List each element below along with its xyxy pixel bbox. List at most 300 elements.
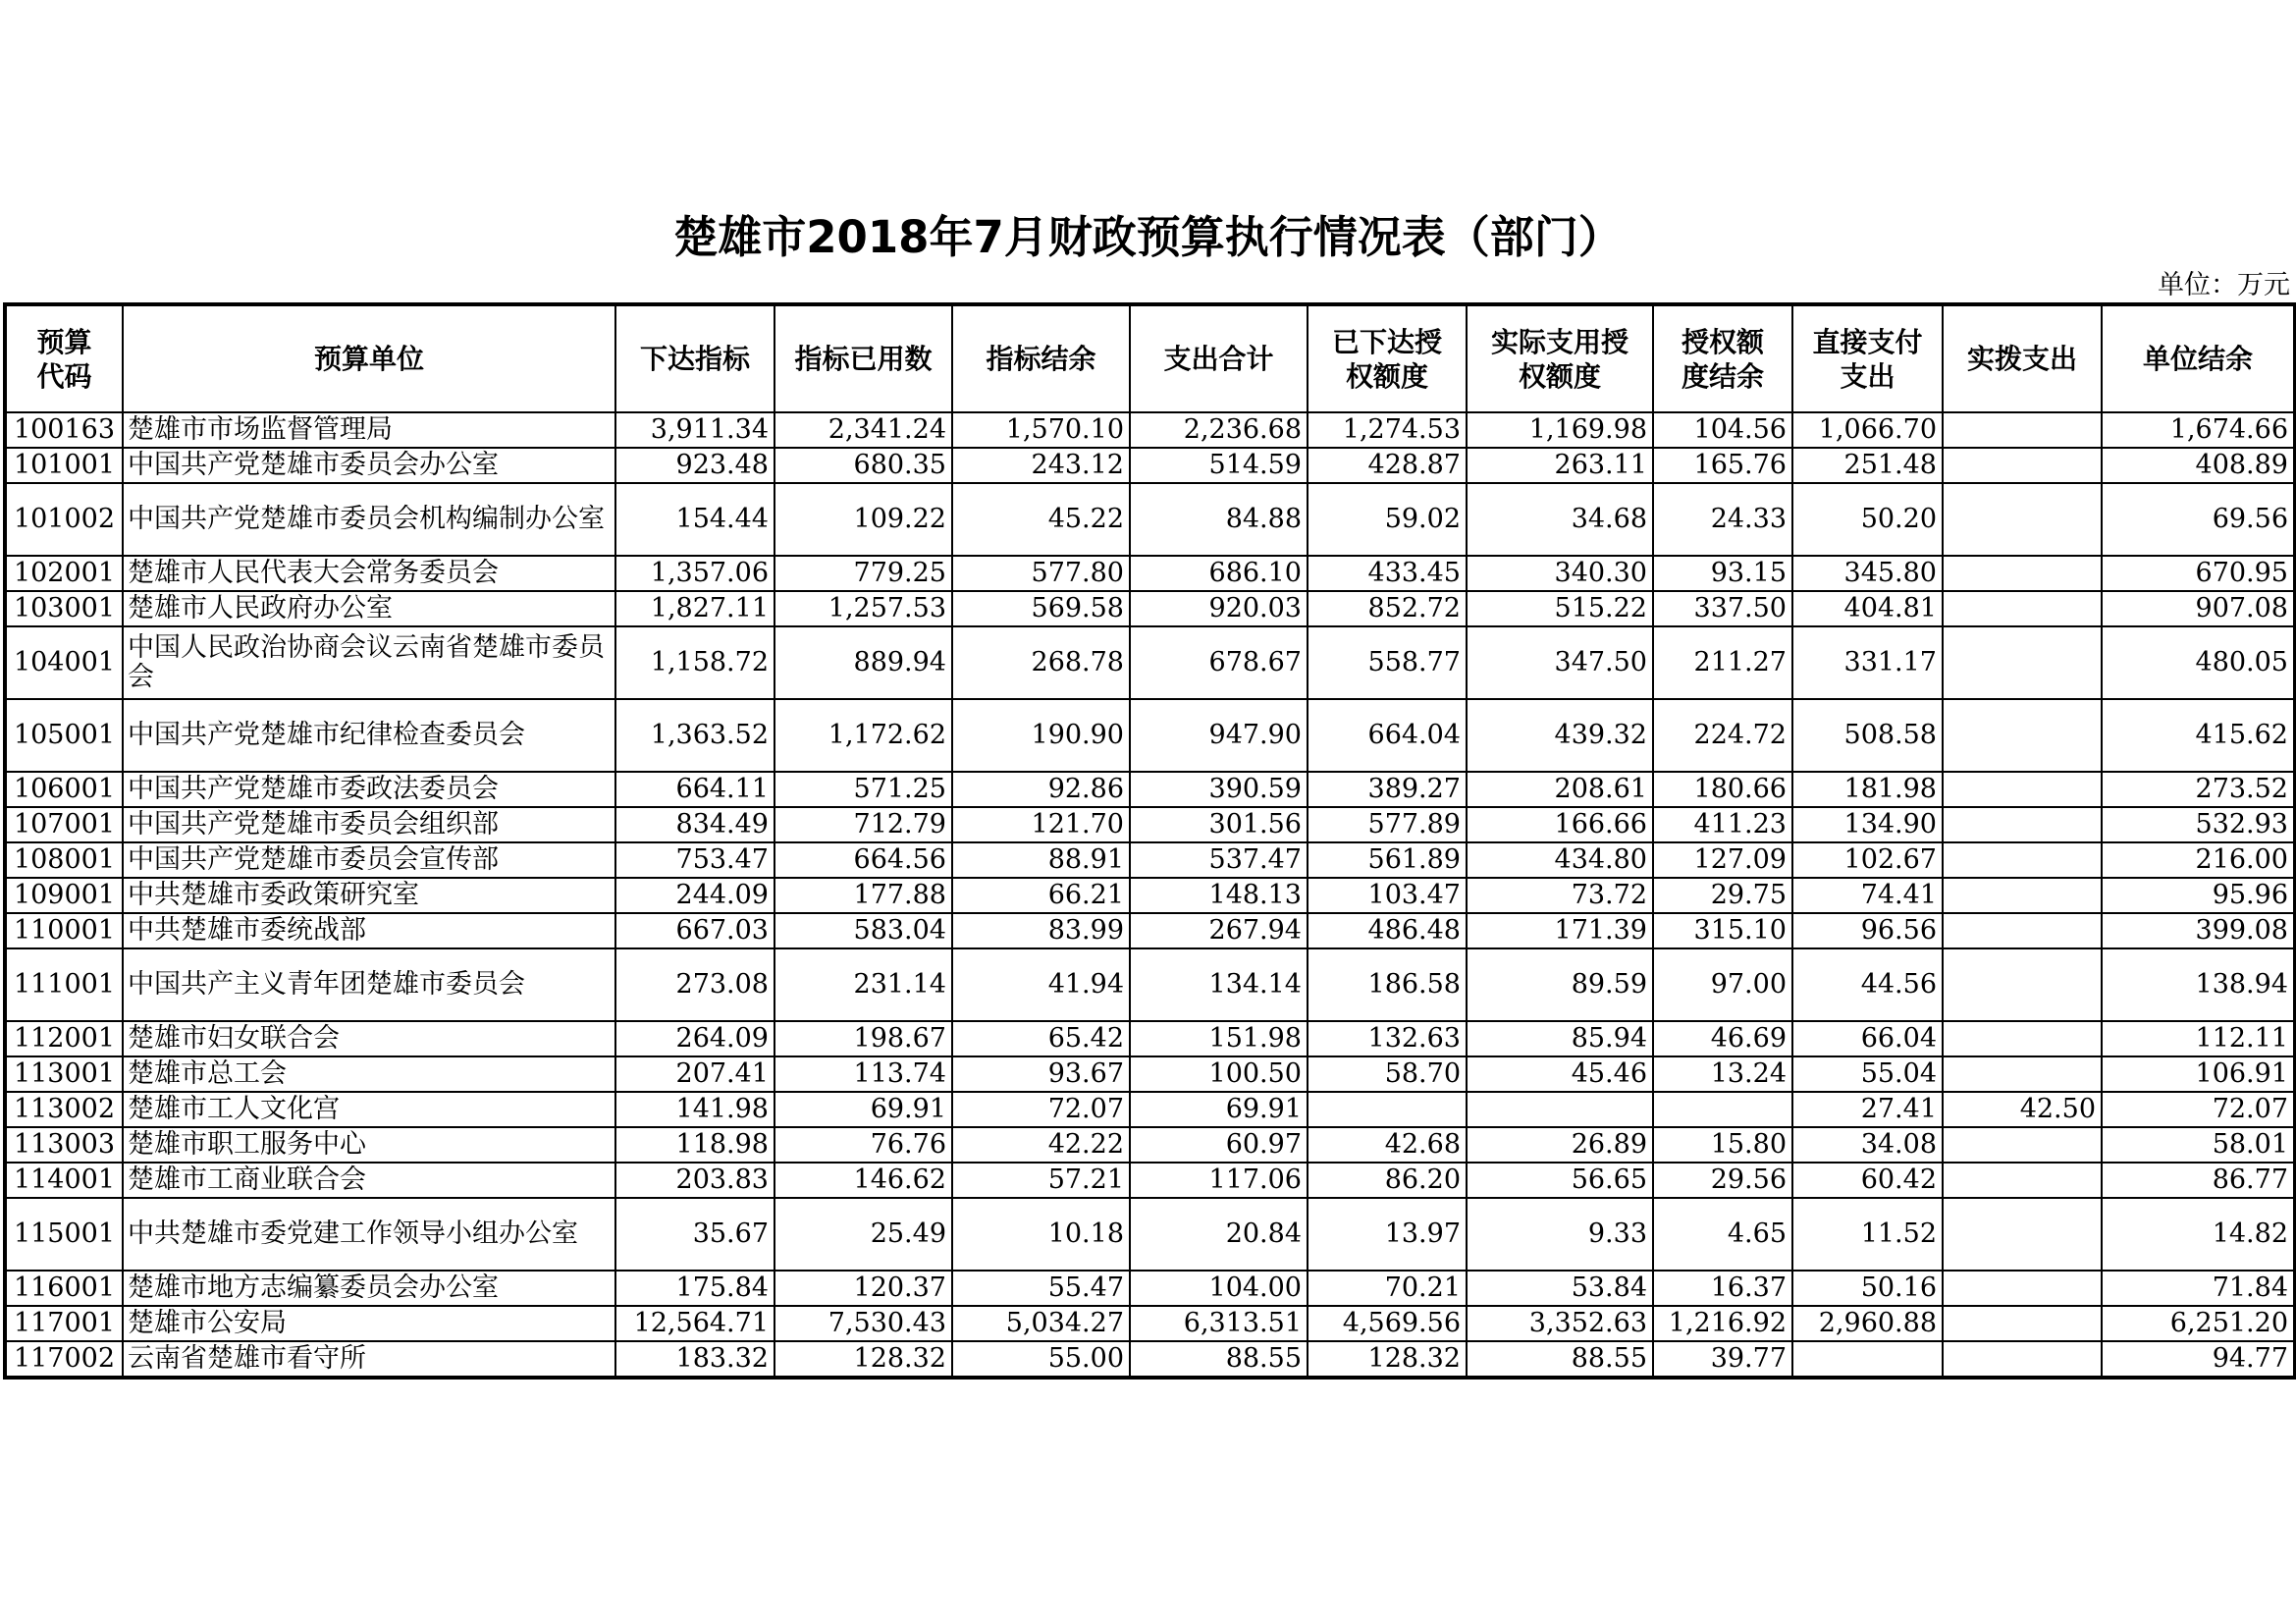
cell-auth-balance: 411.23 xyxy=(1653,807,1792,842)
cell-expenditure: 88.55 xyxy=(1130,1341,1308,1378)
cell-auth-balance: 337.50 xyxy=(1653,591,1792,626)
cell-direct-payment: 34.08 xyxy=(1792,1127,1943,1163)
cell-unit-name: 楚雄市公安局 xyxy=(123,1306,615,1341)
col-header-actual-authorized: 实际支用授权额度 xyxy=(1467,304,1653,412)
cell-unit-balance: 112.11 xyxy=(2102,1021,2295,1056)
cell-unit-name: 楚雄市职工服务中心 xyxy=(123,1127,615,1163)
cell-code: 104001 xyxy=(5,626,123,699)
cell-allocated xyxy=(1943,842,2102,878)
cell-expenditure: 301.56 xyxy=(1130,807,1308,842)
cell-used: 198.67 xyxy=(774,1021,952,1056)
cell-used: 583.04 xyxy=(774,913,952,948)
cell-direct-payment: 11.52 xyxy=(1792,1198,1943,1271)
cell-actual-authorized: 73.72 xyxy=(1467,878,1653,913)
table-row xyxy=(5,556,2295,591)
cell-actual-authorized: 515.22 xyxy=(1467,591,1653,626)
table-row xyxy=(5,878,2295,913)
page-title: 楚雄市2018年7月财政预算执行情况表（部门） xyxy=(673,211,1623,263)
cell-actual-authorized: 85.94 xyxy=(1467,1021,1653,1056)
cell-allocated xyxy=(1943,1021,2102,1056)
cell-balance: 5,034.27 xyxy=(952,1306,1130,1341)
cell-unit-balance: 670.95 xyxy=(2102,556,2295,591)
cell-issued: 118.98 xyxy=(615,1127,774,1163)
cell-direct-payment: 181.98 xyxy=(1792,772,1943,807)
cell-unit-name: 中国共产党楚雄市委员会宣传部 xyxy=(123,842,615,878)
cell-expenditure: 84.88 xyxy=(1130,483,1308,556)
cell-issued: 923.48 xyxy=(615,448,774,483)
cell-unit-balance: 216.00 xyxy=(2102,842,2295,878)
col-header-direct-payment: 直接支付支出 xyxy=(1792,304,1943,412)
cell-unit-balance: 1,674.66 xyxy=(2102,412,2295,448)
cell-direct-payment: 345.80 xyxy=(1792,556,1943,591)
cell-unit-balance: 86.77 xyxy=(2102,1163,2295,1198)
cell-balance: 83.99 xyxy=(952,913,1130,948)
cell-expenditure: 104.00 xyxy=(1130,1271,1308,1306)
cell-authorized: 86.20 xyxy=(1308,1163,1467,1198)
cell-expenditure: 686.10 xyxy=(1130,556,1308,591)
cell-unit-name: 楚雄市妇女联合会 xyxy=(123,1021,615,1056)
cell-unit-balance: 6,251.20 xyxy=(2102,1306,2295,1341)
cell-unit-name: 中国人民政治协商会议云南省楚雄市委员会 xyxy=(123,626,615,699)
col-header-code: 预算代码 xyxy=(5,304,123,412)
cell-used: 664.56 xyxy=(774,842,952,878)
col-header-balance: 指标结余 xyxy=(952,304,1130,412)
col-header-issued: 下达指标 xyxy=(615,304,774,412)
table-row xyxy=(5,772,2295,807)
col-header-unit: 预算单位 xyxy=(123,304,615,412)
cell-used: 889.94 xyxy=(774,626,952,699)
cell-expenditure: 134.14 xyxy=(1130,948,1308,1021)
table-row xyxy=(5,1021,2295,1056)
cell-actual-authorized: 3,352.63 xyxy=(1467,1306,1653,1341)
cell-issued: 141.98 xyxy=(615,1092,774,1127)
cell-authorized: 389.27 xyxy=(1308,772,1467,807)
cell-code: 109001 xyxy=(5,878,123,913)
cell-unit-name: 楚雄市人民代表大会常务委员会 xyxy=(123,556,615,591)
cell-direct-payment xyxy=(1792,1341,1943,1378)
cell-issued: 35.67 xyxy=(615,1198,774,1271)
col-header-auth-balance: 授权额度结余 xyxy=(1653,304,1792,412)
table-row xyxy=(5,1127,2295,1163)
cell-unit-balance: 408.89 xyxy=(2102,448,2295,483)
cell-used: 177.88 xyxy=(774,878,952,913)
cell-unit-name: 中共楚雄市委政策研究室 xyxy=(123,878,615,913)
cell-expenditure: 151.98 xyxy=(1130,1021,1308,1056)
cell-authorized: 59.02 xyxy=(1308,483,1467,556)
cell-authorized: 428.87 xyxy=(1308,448,1467,483)
cell-auth-balance: 1,216.92 xyxy=(1653,1306,1792,1341)
cell-direct-payment: 1,066.70 xyxy=(1792,412,1943,448)
cell-actual-authorized: 340.30 xyxy=(1467,556,1653,591)
cell-issued: 264.09 xyxy=(615,1021,774,1056)
cell-unit-balance: 69.56 xyxy=(2102,483,2295,556)
cell-balance: 190.90 xyxy=(952,699,1130,772)
cell-allocated xyxy=(1943,1163,2102,1198)
cell-issued: 664.11 xyxy=(615,772,774,807)
cell-code: 101001 xyxy=(5,448,123,483)
cell-allocated xyxy=(1943,448,2102,483)
cell-authorized: 558.77 xyxy=(1308,626,1467,699)
cell-balance: 45.22 xyxy=(952,483,1130,556)
cell-auth-balance: 24.33 xyxy=(1653,483,1792,556)
cell-expenditure: 69.91 xyxy=(1130,1092,1308,1127)
table-row xyxy=(5,1056,2295,1092)
cell-auth-balance: 4.65 xyxy=(1653,1198,1792,1271)
cell-code: 115001 xyxy=(5,1198,123,1271)
cell-used: 1,172.62 xyxy=(774,699,952,772)
cell-actual-authorized: 26.89 xyxy=(1467,1127,1653,1163)
table-row xyxy=(5,412,2295,448)
cell-direct-payment: 44.56 xyxy=(1792,948,1943,1021)
cell-issued: 154.44 xyxy=(615,483,774,556)
table-row xyxy=(5,1271,2295,1306)
cell-direct-payment: 2,960.88 xyxy=(1792,1306,1943,1341)
cell-code: 112001 xyxy=(5,1021,123,1056)
cell-used: 128.32 xyxy=(774,1341,952,1378)
cell-direct-payment: 331.17 xyxy=(1792,626,1943,699)
cell-unit-name: 楚雄市总工会 xyxy=(123,1056,615,1092)
cell-used: 680.35 xyxy=(774,448,952,483)
col-header-authorized: 已下达授权额度 xyxy=(1308,304,1467,412)
cell-auth-balance: 29.56 xyxy=(1653,1163,1792,1198)
cell-authorized xyxy=(1308,1092,1467,1127)
table-row xyxy=(5,807,2295,842)
cell-auth-balance: 29.75 xyxy=(1653,878,1792,913)
cell-balance: 92.86 xyxy=(952,772,1130,807)
cell-used: 712.79 xyxy=(774,807,952,842)
cell-authorized: 4,569.56 xyxy=(1308,1306,1467,1341)
cell-code: 116001 xyxy=(5,1271,123,1306)
table-row xyxy=(5,842,2295,878)
cell-direct-payment: 60.42 xyxy=(1792,1163,1943,1198)
cell-expenditure: 537.47 xyxy=(1130,842,1308,878)
cell-used: 231.14 xyxy=(774,948,952,1021)
cell-code: 103001 xyxy=(5,591,123,626)
cell-direct-payment: 27.41 xyxy=(1792,1092,1943,1127)
cell-code: 102001 xyxy=(5,556,123,591)
cell-used: 113.74 xyxy=(774,1056,952,1092)
cell-unit-balance: 399.08 xyxy=(2102,913,2295,948)
cell-unit-balance: 95.96 xyxy=(2102,878,2295,913)
cell-unit-name: 中国共产主义青年团楚雄市委员会 xyxy=(123,948,615,1021)
table-row xyxy=(5,483,2295,556)
cell-allocated xyxy=(1943,626,2102,699)
table-row xyxy=(5,1163,2295,1198)
cell-issued: 834.49 xyxy=(615,807,774,842)
cell-actual-authorized: 56.65 xyxy=(1467,1163,1653,1198)
cell-unit-balance: 71.84 xyxy=(2102,1271,2295,1306)
cell-authorized: 132.63 xyxy=(1308,1021,1467,1056)
cell-balance: 88.91 xyxy=(952,842,1130,878)
cell-actual-authorized: 1,169.98 xyxy=(1467,412,1653,448)
cell-code: 101002 xyxy=(5,483,123,556)
cell-code: 106001 xyxy=(5,772,123,807)
cell-allocated xyxy=(1943,1306,2102,1341)
cell-unit-name: 楚雄市人民政府办公室 xyxy=(123,591,615,626)
cell-allocated xyxy=(1943,1341,2102,1378)
table-row xyxy=(5,1306,2295,1341)
cell-issued: 203.83 xyxy=(615,1163,774,1198)
cell-authorized: 58.70 xyxy=(1308,1056,1467,1092)
cell-issued: 1,158.72 xyxy=(615,626,774,699)
cell-unit-balance: 106.91 xyxy=(2102,1056,2295,1092)
table-row xyxy=(5,1092,2295,1127)
cell-direct-payment: 404.81 xyxy=(1792,591,1943,626)
cell-balance: 55.47 xyxy=(952,1271,1130,1306)
cell-balance: 57.21 xyxy=(952,1163,1130,1198)
cell-balance: 55.00 xyxy=(952,1341,1130,1378)
cell-code: 117001 xyxy=(5,1306,123,1341)
cell-issued: 1,357.06 xyxy=(615,556,774,591)
cell-code: 105001 xyxy=(5,699,123,772)
cell-code: 100163 xyxy=(5,412,123,448)
cell-balance: 41.94 xyxy=(952,948,1130,1021)
cell-used: 146.62 xyxy=(774,1163,952,1198)
cell-unit-name: 中国共产党楚雄市委员会机构编制办公室 xyxy=(123,483,615,556)
cell-allocated xyxy=(1943,948,2102,1021)
cell-unit-name: 楚雄市市场监督管理局 xyxy=(123,412,615,448)
cell-code: 108001 xyxy=(5,842,123,878)
cell-allocated xyxy=(1943,556,2102,591)
cell-actual-authorized: 53.84 xyxy=(1467,1271,1653,1306)
cell-balance: 1,570.10 xyxy=(952,412,1130,448)
cell-actual-authorized: 166.66 xyxy=(1467,807,1653,842)
cell-issued: 12,564.71 xyxy=(615,1306,774,1341)
cell-issued: 244.09 xyxy=(615,878,774,913)
cell-unit-name: 楚雄市工人文化宫 xyxy=(123,1092,615,1127)
cell-authorized: 70.21 xyxy=(1308,1271,1467,1306)
cell-authorized: 1,274.53 xyxy=(1308,412,1467,448)
cell-auth-balance: 13.24 xyxy=(1653,1056,1792,1092)
cell-used: 69.91 xyxy=(774,1092,952,1127)
col-header-allocated: 实拨支出 xyxy=(1943,304,2102,412)
cell-issued: 1,363.52 xyxy=(615,699,774,772)
cell-code: 117002 xyxy=(5,1341,123,1378)
cell-authorized: 486.48 xyxy=(1308,913,1467,948)
cell-expenditure: 267.94 xyxy=(1130,913,1308,948)
cell-auth-balance: 211.27 xyxy=(1653,626,1792,699)
cell-direct-payment: 55.04 xyxy=(1792,1056,1943,1092)
cell-issued: 753.47 xyxy=(615,842,774,878)
cell-unit-balance: 415.62 xyxy=(2102,699,2295,772)
cell-used: 2,341.24 xyxy=(774,412,952,448)
cell-code: 111001 xyxy=(5,948,123,1021)
cell-balance: 243.12 xyxy=(952,448,1130,483)
cell-direct-payment: 74.41 xyxy=(1792,878,1943,913)
cell-expenditure: 678.67 xyxy=(1130,626,1308,699)
cell-unit-name: 楚雄市地方志编纂委员会办公室 xyxy=(123,1271,615,1306)
cell-issued: 667.03 xyxy=(615,913,774,948)
cell-expenditure: 920.03 xyxy=(1130,591,1308,626)
cell-unit-name: 中国共产党楚雄市委员会组织部 xyxy=(123,807,615,842)
cell-direct-payment: 251.48 xyxy=(1792,448,1943,483)
cell-balance: 569.58 xyxy=(952,591,1130,626)
cell-direct-payment: 50.16 xyxy=(1792,1271,1943,1306)
cell-used: 1,257.53 xyxy=(774,591,952,626)
cell-balance: 65.42 xyxy=(952,1021,1130,1056)
cell-unit-balance: 273.52 xyxy=(2102,772,2295,807)
cell-authorized: 852.72 xyxy=(1308,591,1467,626)
table-row xyxy=(5,948,2295,1021)
col-header-expenditure: 支出合计 xyxy=(1130,304,1308,412)
cell-expenditure: 6,313.51 xyxy=(1130,1306,1308,1341)
cell-allocated xyxy=(1943,807,2102,842)
cell-balance: 10.18 xyxy=(952,1198,1130,1271)
cell-unit-balance: 138.94 xyxy=(2102,948,2295,1021)
cell-authorized: 103.47 xyxy=(1308,878,1467,913)
cell-expenditure: 100.50 xyxy=(1130,1056,1308,1092)
budget-table xyxy=(3,302,2296,1380)
cell-used: 779.25 xyxy=(774,556,952,591)
cell-unit-name: 中共楚雄市委统战部 xyxy=(123,913,615,948)
cell-allocated xyxy=(1943,1271,2102,1306)
cell-code: 113003 xyxy=(5,1127,123,1163)
cell-auth-balance: 165.76 xyxy=(1653,448,1792,483)
cell-expenditure: 2,236.68 xyxy=(1130,412,1308,448)
col-header-unit-balance: 单位结余 xyxy=(2102,304,2295,412)
cell-direct-payment: 508.58 xyxy=(1792,699,1943,772)
cell-actual-authorized: 34.68 xyxy=(1467,483,1653,556)
cell-auth-balance: 16.37 xyxy=(1653,1271,1792,1306)
cell-used: 7,530.43 xyxy=(774,1306,952,1341)
cell-expenditure: 947.90 xyxy=(1130,699,1308,772)
cell-auth-balance: 97.00 xyxy=(1653,948,1792,1021)
cell-auth-balance: 224.72 xyxy=(1653,699,1792,772)
cell-expenditure: 390.59 xyxy=(1130,772,1308,807)
cell-used: 109.22 xyxy=(774,483,952,556)
cell-allocated xyxy=(1943,772,2102,807)
cell-issued: 207.41 xyxy=(615,1056,774,1092)
cell-actual-authorized xyxy=(1467,1092,1653,1127)
cell-authorized: 13.97 xyxy=(1308,1198,1467,1271)
cell-allocated xyxy=(1943,699,2102,772)
cell-unit-name: 中国共产党楚雄市委政法委员会 xyxy=(123,772,615,807)
cell-allocated xyxy=(1943,412,2102,448)
cell-authorized: 577.89 xyxy=(1308,807,1467,842)
cell-auth-balance: 39.77 xyxy=(1653,1341,1792,1378)
cell-auth-balance: 315.10 xyxy=(1653,913,1792,948)
cell-code: 113001 xyxy=(5,1056,123,1092)
cell-issued: 3,911.34 xyxy=(615,412,774,448)
cell-code: 114001 xyxy=(5,1163,123,1198)
cell-allocated xyxy=(1943,878,2102,913)
cell-expenditure: 148.13 xyxy=(1130,878,1308,913)
cell-authorized: 561.89 xyxy=(1308,842,1467,878)
cell-actual-authorized: 45.46 xyxy=(1467,1056,1653,1092)
cell-code: 107001 xyxy=(5,807,123,842)
cell-allocated xyxy=(1943,483,2102,556)
cell-issued: 183.32 xyxy=(615,1341,774,1378)
cell-expenditure: 60.97 xyxy=(1130,1127,1308,1163)
cell-unit-balance: 480.05 xyxy=(2102,626,2295,699)
cell-used: 25.49 xyxy=(774,1198,952,1271)
col-header-used: 指标已用数 xyxy=(774,304,952,412)
cell-authorized: 664.04 xyxy=(1308,699,1467,772)
table-row xyxy=(5,448,2295,483)
cell-auth-balance: 127.09 xyxy=(1653,842,1792,878)
cell-actual-authorized: 347.50 xyxy=(1467,626,1653,699)
table-row xyxy=(5,699,2295,772)
cell-direct-payment: 66.04 xyxy=(1792,1021,1943,1056)
cell-authorized: 433.45 xyxy=(1308,556,1467,591)
cell-unit-name: 中国共产党楚雄市委员会办公室 xyxy=(123,448,615,483)
cell-code: 113002 xyxy=(5,1092,123,1127)
cell-actual-authorized: 439.32 xyxy=(1467,699,1653,772)
cell-direct-payment: 50.20 xyxy=(1792,483,1943,556)
cell-used: 120.37 xyxy=(774,1271,952,1306)
cell-unit-balance: 14.82 xyxy=(2102,1198,2295,1271)
cell-issued: 175.84 xyxy=(615,1271,774,1306)
cell-auth-balance: 104.56 xyxy=(1653,412,1792,448)
table-row xyxy=(5,913,2295,948)
cell-balance: 577.80 xyxy=(952,556,1130,591)
cell-balance: 121.70 xyxy=(952,807,1130,842)
cell-balance: 72.07 xyxy=(952,1092,1130,1127)
cell-expenditure: 20.84 xyxy=(1130,1198,1308,1271)
cell-direct-payment: 96.56 xyxy=(1792,913,1943,948)
cell-balance: 93.67 xyxy=(952,1056,1130,1092)
cell-unit-balance: 72.07 xyxy=(2102,1092,2295,1127)
cell-balance: 66.21 xyxy=(952,878,1130,913)
cell-used: 571.25 xyxy=(774,772,952,807)
cell-auth-balance: 180.66 xyxy=(1653,772,1792,807)
cell-issued: 273.08 xyxy=(615,948,774,1021)
table-row xyxy=(5,1341,2295,1378)
cell-unit-name: 中国共产党楚雄市纪律检查委员会 xyxy=(123,699,615,772)
cell-balance: 42.22 xyxy=(952,1127,1130,1163)
table-row xyxy=(5,591,2295,626)
header-row xyxy=(5,304,2295,412)
cell-used: 76.76 xyxy=(774,1127,952,1163)
cell-allocated xyxy=(1943,1127,2102,1163)
cell-actual-authorized: 208.61 xyxy=(1467,772,1653,807)
cell-direct-payment: 102.67 xyxy=(1792,842,1943,878)
cell-allocated xyxy=(1943,913,2102,948)
cell-unit-name: 中共楚雄市委党建工作领导小组办公室 xyxy=(123,1198,615,1271)
cell-code: 110001 xyxy=(5,913,123,948)
cell-unit-name: 楚雄市工商业联合会 xyxy=(123,1163,615,1198)
cell-authorized: 186.58 xyxy=(1308,948,1467,1021)
cell-actual-authorized: 89.59 xyxy=(1467,948,1653,1021)
cell-auth-balance: 15.80 xyxy=(1653,1127,1792,1163)
unit-label: 单位：万元 xyxy=(2158,270,2290,300)
cell-authorized: 128.32 xyxy=(1308,1341,1467,1378)
cell-actual-authorized: 88.55 xyxy=(1467,1341,1653,1378)
cell-issued: 1,827.11 xyxy=(615,591,774,626)
cell-balance: 268.78 xyxy=(952,626,1130,699)
cell-authorized: 42.68 xyxy=(1308,1127,1467,1163)
cell-actual-authorized: 263.11 xyxy=(1467,448,1653,483)
cell-actual-authorized: 9.33 xyxy=(1467,1198,1653,1271)
cell-unit-balance: 907.08 xyxy=(2102,591,2295,626)
cell-actual-authorized: 171.39 xyxy=(1467,913,1653,948)
cell-expenditure: 117.06 xyxy=(1130,1163,1308,1198)
cell-allocated xyxy=(1943,1198,2102,1271)
cell-direct-payment: 134.90 xyxy=(1792,807,1943,842)
table-row xyxy=(5,626,2295,699)
cell-auth-balance: 46.69 xyxy=(1653,1021,1792,1056)
cell-actual-authorized: 434.80 xyxy=(1467,842,1653,878)
cell-unit-balance: 94.77 xyxy=(2102,1341,2295,1378)
cell-allocated: 42.50 xyxy=(1943,1092,2102,1127)
cell-unit-balance: 532.93 xyxy=(2102,807,2295,842)
cell-auth-balance: 93.15 xyxy=(1653,556,1792,591)
table-row xyxy=(5,1198,2295,1271)
cell-allocated xyxy=(1943,591,2102,626)
cell-unit-name: 云南省楚雄市看守所 xyxy=(123,1341,615,1378)
cell-expenditure: 514.59 xyxy=(1130,448,1308,483)
cell-allocated xyxy=(1943,1056,2102,1092)
